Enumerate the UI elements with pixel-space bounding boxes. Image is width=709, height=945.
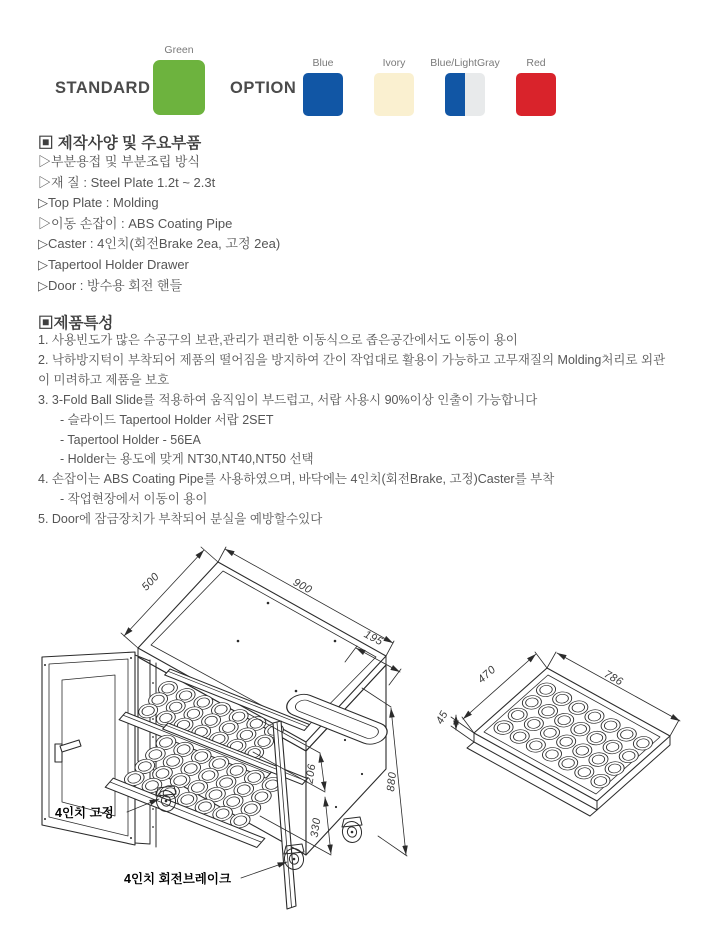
features-heading: ▣제품특성 (38, 315, 114, 332)
spec-item: ▷재 질 : Steel Plate 1.2t ~ 2.3t (38, 174, 216, 190)
spec-item: ▷Tapertool Holder Drawer (38, 256, 189, 272)
swatch-half-lightgray (465, 73, 485, 116)
option-swatch-red (516, 73, 556, 116)
feature-subline: - 작업현장에서 이동이 용이 (60, 492, 208, 507)
feature-line: 이 미려하고 제품을 보호 (38, 372, 170, 387)
option-swatch-ivory (374, 73, 414, 116)
option-swatch-name: Blue (312, 57, 334, 69)
callout-brake-caster (124, 862, 287, 886)
spec-item: ▷Door : 방수용 회전 핸들 (38, 277, 183, 293)
option-label: OPTION (230, 79, 297, 97)
tray-drawing (434, 652, 680, 816)
features-list (38, 331, 665, 530)
feature-line: 1. 사용빈도가 많은 수공구의 보관,관리가 편리한 이동식으로 좁은공간에서도 이동이 용이 (38, 333, 518, 347)
standard-label: STANDARD (55, 79, 151, 97)
feature-line: 5. Door에 잠금장치가 부착되어 분실을 예방할수있다 (38, 512, 323, 527)
dim-cart-handle-value: 195 (361, 628, 385, 649)
dim-tray-height-value: 45 (433, 708, 451, 727)
option-swatch-blue (303, 73, 343, 116)
color-options-header (0, 0, 709, 125)
standard-swatch-group (134, 44, 224, 115)
spec-item: ▷Top Plate : Molding (38, 195, 159, 211)
dim-cart-upper-value: 206 (303, 762, 319, 785)
callout-fixed-caster-label: 4인치 고정 (55, 806, 114, 820)
dim-cart-lower-value: 330 (308, 816, 324, 839)
standard-swatch-green (153, 60, 205, 115)
specs-heading: ▣ 제작사양 및 주요부품 (38, 135, 202, 152)
standard-swatch-name: Green (164, 44, 194, 56)
spec-item: ▷Caster : 4인치(회전Brake 2ea, 고정 2ea) (38, 236, 281, 252)
option-swatch-blue-lightgray (445, 73, 485, 116)
spec-item: ▷이동 손잡이 : ABS Coating Pipe (38, 215, 233, 231)
option-swatch-group-red (491, 57, 581, 116)
technical-drawings (0, 545, 709, 945)
dim-cart-depth-value: 500 (139, 570, 162, 594)
caster-rear-right (341, 817, 364, 844)
feature-line: 3. 3-Fold Ball Slide를 적용하여 움직임이 부드럽고, 서랍 사용시 90%이상 인출이 가능합니다 (38, 392, 538, 407)
feature-subline: - Tapertool Holder - 56EA (60, 432, 201, 447)
option-swatch-name: Red (526, 57, 546, 69)
swatch-half-blue (445, 73, 465, 116)
dim-cart-width-value: 900 (290, 576, 315, 597)
feature-line: 4. 손잡이는 ABS Coating Pipe를 사용하였으며, 바닥에는 4인치(회전Brake, 고정)Caster를 부착 (38, 472, 555, 487)
dim-tray-width-value: 786 (601, 668, 626, 689)
specs-list (38, 152, 280, 296)
dim-tray-depth-value: 470 (475, 663, 499, 686)
callout-brake-caster-label: 4인치 회전브레이크 (124, 872, 232, 886)
spec-item: ▷부분용접 및 부분조립 방식 (38, 154, 200, 169)
feature-subline: - Holder는 용도에 맞게 NT30,NT40,NT50 선택 (60, 452, 314, 467)
dim-cart-height-value: 880 (385, 771, 400, 793)
option-swatch-name: Ivory (382, 57, 406, 69)
feature-subline: - 슬라이드 Tapertool Holder 서랍 2SET (60, 412, 274, 427)
feature-line: 2. 낙하방지턱이 부착되어 제품의 떨어짐을 방지하여 간이 작업대로 활용이 가능하고 고무재질의 Molding처리로 외관 (38, 352, 666, 367)
cart-drawing (42, 547, 407, 909)
option-swatch-name: Blue/LightGray (430, 57, 500, 69)
